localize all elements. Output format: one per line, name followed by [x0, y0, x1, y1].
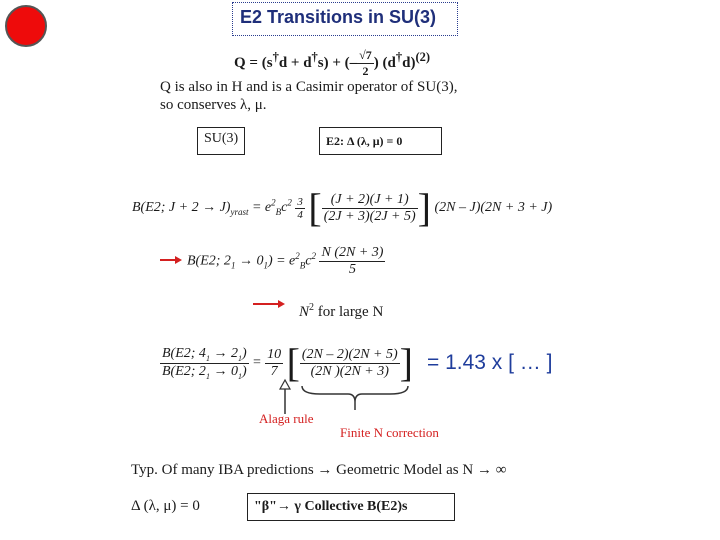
delta-lambda-mu-text: Δ (λ, μ) = 0: [131, 498, 200, 514]
red-arrow-icon-1: [160, 254, 182, 266]
ratio-annotation: = 1.43 x [ … ]: [427, 351, 553, 374]
yrast-b-e2-formula: B(E2; $J + 2 \to J)_{yrast} = e^2_Bc^2$ $\frac{3}{4}$ [ $\frac{(J + 2)(J + 1)}{(2J + 3)(2J + 5)}$ ] (2N – J)(2N + 3 + J): [132, 185, 553, 230]
alaga-rule-label: Alaga rule: [259, 411, 314, 426]
casimir-text-line1: Q is also in H and is a Casimir operator of SU(3),: [160, 79, 458, 95]
collective-b-e2-box: "β"→ γ Collective B(E2)s: [247, 493, 455, 521]
casimir-text-line2: so conserves λ, μ.: [160, 97, 267, 113]
red-arrow-icon-2: [253, 298, 285, 310]
su3-box: SU(3): [197, 127, 245, 155]
b-e2-2-to-0-formula: B(E2; $2_1 \to 0_1) = e^2_Bc^2$ $\frac{N (2N + 3)}{5}$: [187, 245, 384, 277]
page-title: E2 Transitions in SU(3): [240, 7, 437, 27]
e2-selection-rule-box: E2: Δ (λ, μ) = 0: [319, 127, 442, 155]
alaga-pointer-arrow: [270, 380, 300, 414]
q-operator-formula: Q = (s†d + d†s) + (– $\frac{√7}{2}$ ) $(d^\dagger d)^{(2)}$: [234, 48, 431, 78]
finite-n-brace: [300, 384, 410, 412]
record-indicator-icon: [5, 5, 47, 47]
large-n-limit: $N^2$ for large N: [299, 302, 384, 320]
iba-predictions-text: Typ. Of many IBA predictions → Geometric Model as N → ∞: [131, 462, 507, 478]
b42-b20-ratio-formula: $\frac{B(E2; 4_1 \to 2_1)}{B(E2; 2_1 \to 0_1)}$ = $\frac{10}{7}$ [ $\frac{(2N - 2)(2N + 5)}{(2N )(2N + 3)}$ ]: [162, 340, 413, 385]
finite-n-correction-label: Finite N correction: [340, 425, 439, 440]
